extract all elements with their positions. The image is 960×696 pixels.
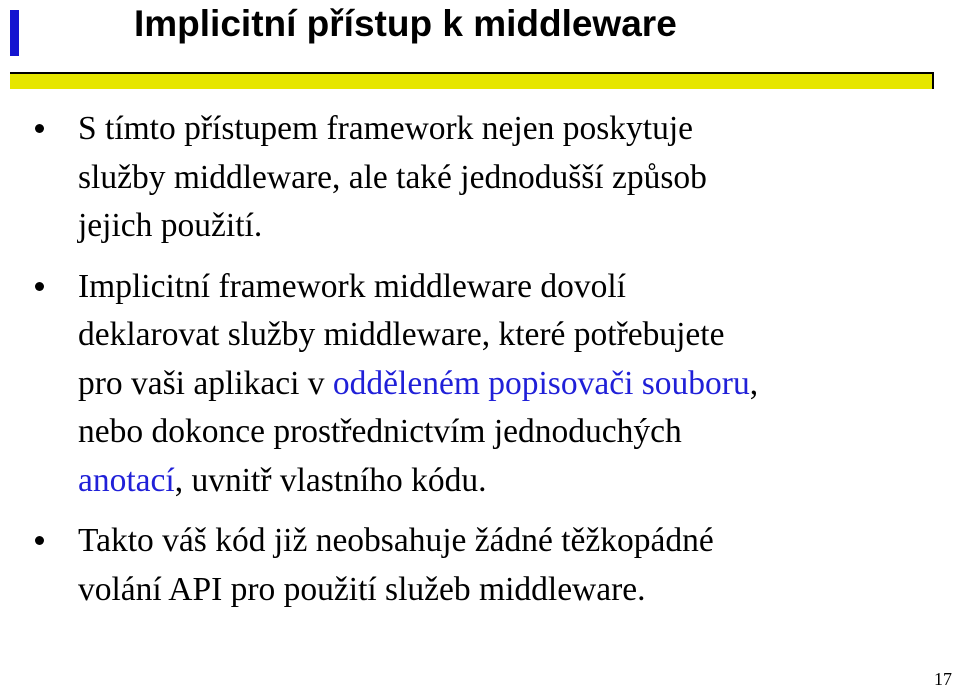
bullet-dot-icon xyxy=(35,282,44,291)
text-fragment: , xyxy=(749,364,759,402)
bullet-list xyxy=(0,105,960,626)
bullet-line xyxy=(78,360,960,409)
bullet-line xyxy=(78,457,960,506)
text-fragment: pro vaši aplikaci v xyxy=(78,364,333,402)
bullet-line: S tímto přístupem framework nejen poskytuje xyxy=(78,110,693,147)
highlighted-term: odděleném popisovači souboru xyxy=(332,364,750,402)
bullet-dot-icon xyxy=(35,536,44,545)
title-marker xyxy=(10,10,19,56)
text-fragment: , uvnitř vlastního kódu. xyxy=(174,461,487,499)
bullet-text xyxy=(78,263,960,506)
bullet-text xyxy=(78,517,960,614)
bullet-dot-icon xyxy=(35,124,44,133)
page-number: 17 xyxy=(934,669,952,689)
slide-title: Implicitní přístup k middleware xyxy=(134,3,677,44)
bullet-line: deklarovat služby middleware, které potřebujete xyxy=(78,316,725,353)
bullet-line: nebo dokonce prostřednictvím jednoduchých xyxy=(78,413,682,450)
highlighted-term: anotací xyxy=(78,461,175,499)
bullet-line: služby middleware, ale také jednodušší způsob xyxy=(78,158,707,196)
bullet-item xyxy=(0,105,960,251)
bullet-item xyxy=(0,517,960,614)
bullet-line: jejich použití. xyxy=(78,207,263,244)
bullet-text xyxy=(78,105,960,251)
title-rule xyxy=(10,72,934,89)
bullet-line: volání API pro použití služeb middleware. xyxy=(78,570,646,608)
bullet-line: Takto váš kód již neobsahuje žádné těžkopádné xyxy=(78,522,714,559)
bullet-item xyxy=(0,263,960,506)
bullet-line: Implicitní framework middleware dovolí xyxy=(78,267,626,305)
